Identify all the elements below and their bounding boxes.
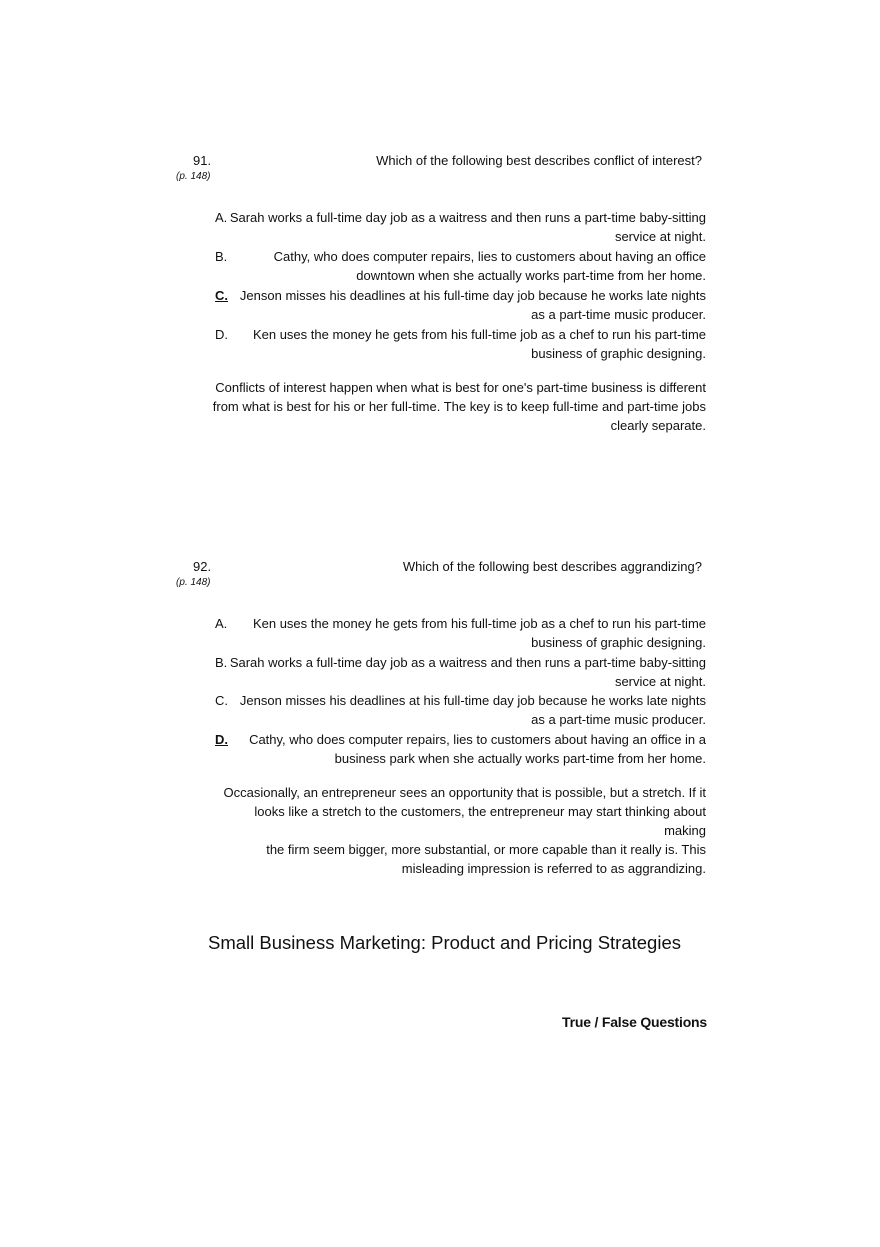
- page-reference: (p. 148): [176, 171, 211, 182]
- option-text-line: Sarah works a full-time day job as a waitress and then runs a part-time baby-sitting: [229, 210, 706, 225]
- question-text: Which of the following best describes aggrandizing?: [402, 559, 702, 574]
- explanation: [210, 783, 706, 878]
- explanation-line: Conflicts of interest happen when what is best for one's part-time business is different: [215, 380, 706, 395]
- option-a: [215, 614, 706, 652]
- explanation-line: clearly separate.: [610, 418, 706, 433]
- explanation-line: from what is best for his or her full-time. The key is to keep full-time and part-time jobs: [212, 399, 706, 414]
- option-c: [215, 286, 706, 324]
- option-b: [215, 247, 706, 285]
- option-text-line: business of graphic designing.: [531, 346, 706, 361]
- option-text-line: service at night.: [614, 674, 706, 689]
- option-letter: C.: [215, 693, 228, 708]
- correct-option-letter: C.: [215, 288, 228, 303]
- question-number: 92.: [193, 559, 212, 574]
- page-reference: (p. 148): [176, 577, 211, 588]
- option-b: [215, 653, 706, 691]
- option-text-line: Jenson misses his deadlines at his full-time day job because he works late nights: [239, 288, 706, 303]
- option-text-line: Ken uses the money he gets from his full-time job as a chef to run his part-time: [252, 327, 706, 342]
- option-text-line: business of graphic designing.: [531, 635, 706, 650]
- explanation-line: Occasionally, an entrepreneur sees an opportunity that is possible, but a stretch. If it: [223, 785, 706, 800]
- option-text-line: Sarah works a full-time day job as a waitress and then runs a part-time baby-sitting: [229, 655, 706, 670]
- option-text-line: service at night.: [614, 229, 706, 244]
- option-c: [215, 691, 706, 729]
- option-d: [215, 730, 706, 768]
- correct-option-letter: D.: [215, 732, 228, 747]
- explanation-line: misleading impression is referred to as aggrandizing.: [401, 861, 706, 876]
- explanation: [210, 378, 706, 435]
- option-letter: B.: [215, 655, 228, 670]
- option-text-line: Jenson misses his deadlines at his full-time day job because he works late nights: [239, 693, 706, 708]
- question-text: Which of the following best describes conflict of interest?: [376, 153, 702, 168]
- option-text-line: Cathy, who does computer repairs, lies to customers about having an office: [273, 249, 706, 264]
- section-title: Small Business Marketing: Product and Pricing Strategies: [208, 932, 681, 953]
- option-letter: B.: [215, 249, 228, 264]
- option-text-line: as a part-time music producer.: [531, 307, 706, 322]
- option-text-line: Ken uses the money he gets from his full-time job as a chef to run his part-time: [252, 616, 706, 631]
- option-letter: D.: [215, 327, 228, 342]
- option-text-line: as a part-time music producer.: [531, 712, 706, 727]
- option-text-line: business park when she actually works part-time from her home.: [334, 751, 706, 766]
- question-number: 91.: [193, 153, 212, 168]
- explanation-line: the firm seem bigger, more substantial, or more capable than it really is. This: [266, 842, 706, 857]
- explanation-line: looks like a stretch to the customers, the entrepreneur may start thinking about making: [254, 804, 706, 838]
- option-letter: A.: [215, 616, 228, 631]
- option-d: [215, 325, 706, 363]
- option-text-line: Cathy, who does computer repairs, lies to customers about having an office in a: [249, 732, 706, 747]
- option-letter: A.: [215, 210, 228, 225]
- option-a: [215, 208, 706, 246]
- subsection-title: True / False Questions: [562, 1014, 707, 1030]
- option-text-line: downtown when she actually works part-time from her home.: [356, 268, 706, 283]
